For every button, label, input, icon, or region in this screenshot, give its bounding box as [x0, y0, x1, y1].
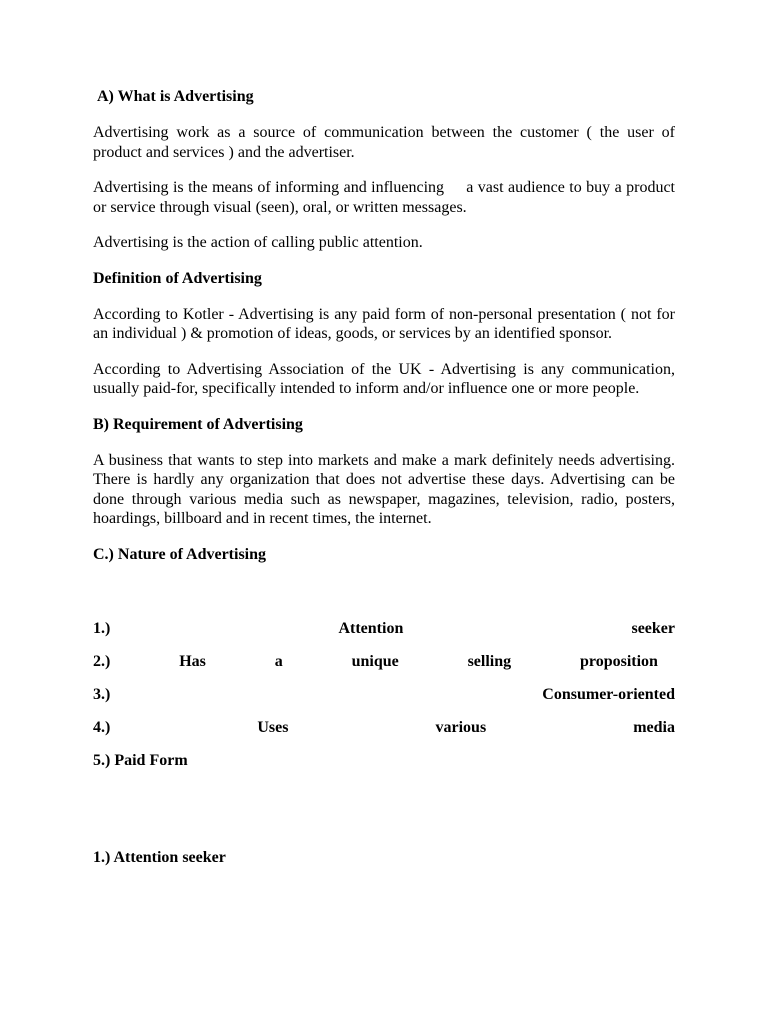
list-word: media	[633, 718, 675, 736]
list-word: Has	[179, 652, 206, 670]
nature-list-item-2	[93, 652, 675, 672]
definition-heading: Definition of Advertising	[93, 269, 262, 287]
section-a-paragraph-2: Advertising is the means of informing and influencing a vast audience to buy a product or service through visual (seen), oral, or written messages.	[93, 179, 679, 216]
nature-list-item-4	[93, 718, 675, 738]
list-word: 4.)	[93, 718, 111, 736]
nature-list	[93, 619, 675, 771]
list-word: various	[435, 718, 487, 736]
section-c-heading: C.) Nature of Advertising	[93, 545, 267, 563]
section-a-heading: A) What is Advertising	[97, 88, 254, 105]
document-page	[93, 87, 679, 868]
list-word: selling	[467, 652, 512, 670]
section-a-paragraph-1: Advertising work as a source of communication between the customer ( the user of product and services ) and the advertiser.	[93, 124, 675, 161]
definition-paragraph-2: According to Advertising Association of the UK - Advertising is any communication, usually paid-for, specifically intended to inform and/or influence one or more people.	[93, 360, 675, 397]
list-word: Uses	[257, 718, 289, 736]
list-word: unique	[351, 652, 399, 670]
definition-paragraph-1: According to Kotler - Advertising is any paid form of non-personal presentation ( not for an individual ) & promotion of ideas, goods, or services by an identified sponsor.	[93, 305, 675, 342]
section-a-paragraph-3: Advertising is the action of calling public attention.	[93, 234, 423, 251]
list-word: a	[274, 652, 283, 670]
list-word: 5.) Paid Form	[93, 751, 188, 769]
section-b-heading: B) Requirement of Advertising	[93, 415, 303, 433]
list-word: 2.)	[93, 652, 111, 670]
nature-list-item-5	[93, 751, 675, 771]
list-word: 3.)	[93, 685, 111, 703]
list-word: 1.)	[93, 619, 111, 637]
list-word: seeker	[631, 619, 675, 637]
nature-list-item-1	[93, 619, 675, 639]
list-word: Consumer-oriented	[542, 685, 675, 703]
subsection-heading: 1.) Attention seeker	[93, 848, 226, 866]
nature-list-item-3	[93, 685, 675, 705]
list-word: proposition	[580, 652, 658, 670]
list-word: Attention	[338, 619, 404, 637]
section-b-paragraph: A business that wants to step into markets and make a mark definitely needs advertising. There is hardly any organization that does not advertise these days. Advertising can be done through various media such as newspaper, magazines, television, radio, posters, hoardings, billboard and in recent times, the internet.	[93, 451, 675, 527]
